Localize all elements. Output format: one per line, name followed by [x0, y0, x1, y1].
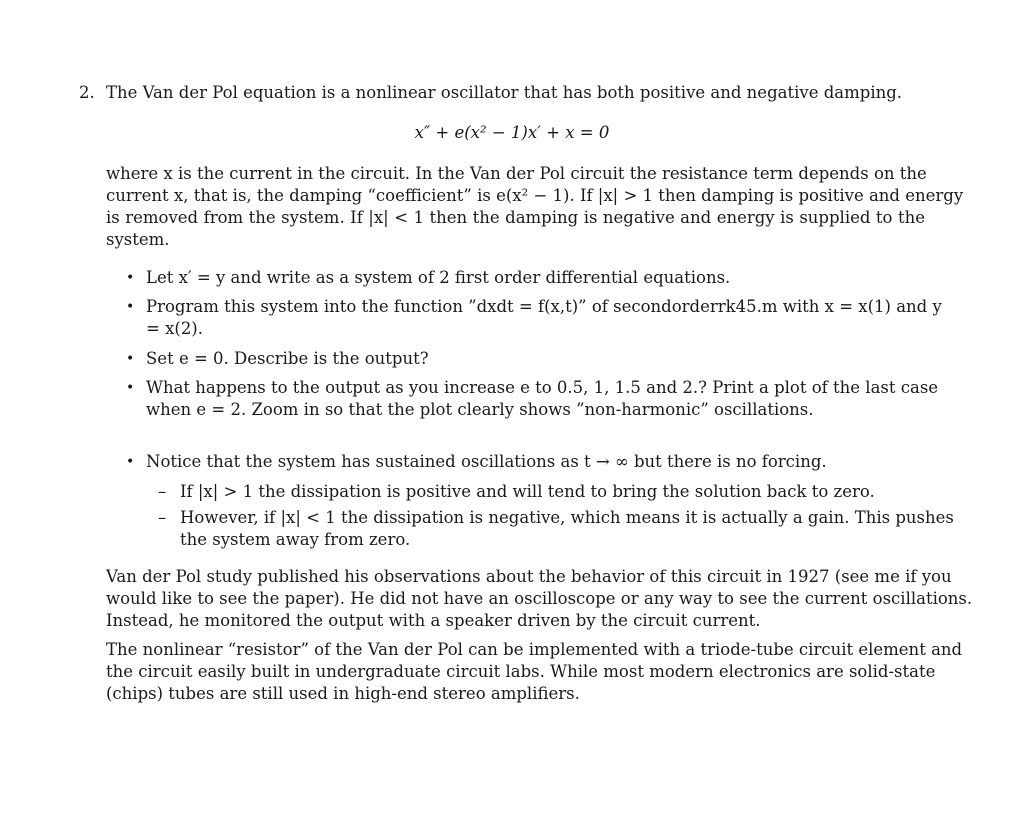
bullet-marker: •	[126, 351, 135, 367]
dash-marker: –	[158, 508, 167, 527]
paragraph-line: the circuit easily built in undergraduate circuit labs. While most modern electronics are solid-state	[106, 662, 936, 681]
bullet-marker: •	[126, 270, 135, 286]
bullet-line: Let x′ = y and write as a system of 2 first order differential equations.	[146, 268, 731, 287]
paragraph-line: The nonlinear “resistor” of the Van der Pol can be implemented with a triode-tube circuit element and	[106, 640, 963, 659]
bullet-line: Set e = 0. Describe is the output?	[146, 349, 429, 368]
paragraph-definition	[106, 163, 964, 251]
bullet-line: when e = 2. Zoom in so that the plot clearly shows ”non-harmonic” oscillations.	[146, 400, 814, 419]
paragraph-line: current x, that is, the damping “coefficient” is e(x² − 1). If |x| > 1 then damping is positive and energy	[106, 186, 964, 205]
bullet-item	[146, 348, 925, 370]
paragraph-line: Van der Pol study published his observations about the behavior of this circuit in 1927 (see me if you	[106, 567, 952, 586]
intro-text	[106, 82, 903, 104]
paragraph-line: (chips) tubes are still used in high-end stereo amplifiers.	[106, 684, 580, 703]
van-der-pol-equation: x″ + e(x² − 1)x′ + x = 0	[414, 123, 610, 142]
paragraph-line: is removed from the system. If |x| < 1 then the damping is negative and energy is supplied to the	[106, 208, 925, 227]
paragraph-history	[106, 566, 973, 632]
bullet-marker: •	[126, 380, 135, 396]
bullet-item	[146, 267, 925, 289]
paragraph-line: would like to see the paper). He did not have an oscilloscope or any way to see the current oscillations.	[106, 589, 973, 608]
bullet-item	[146, 451, 925, 473]
problem-number: 2.	[79, 83, 95, 102]
sub-bullet-item	[180, 481, 925, 503]
bullet-item	[146, 377, 939, 421]
bullet-item	[146, 296, 942, 340]
dash-marker: –	[158, 482, 167, 501]
bullet-line: Program this system into the function ”dxdt = f(x,t)” of secondorderrk45.m with x = x(1) and y	[146, 297, 942, 316]
bullet-line: What happens to the output as you increase e to 0.5, 1, 1.5 and 2.? Print a plot of the last case	[146, 378, 939, 397]
bullet-line: = x(2).	[146, 319, 203, 338]
bullet-marker: •	[126, 454, 135, 470]
paragraph-line: Instead, he monitored the output with a speaker driven by the circuit current.	[106, 611, 761, 630]
paragraph-line: where x is the current in the circuit. In the Van der Pol circuit the resistance term depends on the	[106, 164, 927, 183]
bullet-marker: •	[126, 299, 135, 315]
bullet-line: Notice that the system has sustained oscillations as t → ∞ but there is no forcing.	[146, 452, 827, 471]
sub-bullet-item	[180, 507, 954, 551]
intro-line: The Van der Pol equation is a nonlinear oscillator that has both positive and negative damping.	[106, 83, 903, 102]
sub-bullet-line: the system away from zero.	[180, 530, 411, 549]
paragraph-line: system.	[106, 230, 170, 249]
sub-bullet-line: However, if |x| < 1 the dissipation is negative, which means it is actually a gain. This pushes	[180, 508, 954, 527]
paragraph-implementation	[106, 639, 963, 705]
sub-bullet-line: If |x| > 1 the dissipation is positive and will tend to bring the solution back to zero.	[180, 482, 875, 501]
